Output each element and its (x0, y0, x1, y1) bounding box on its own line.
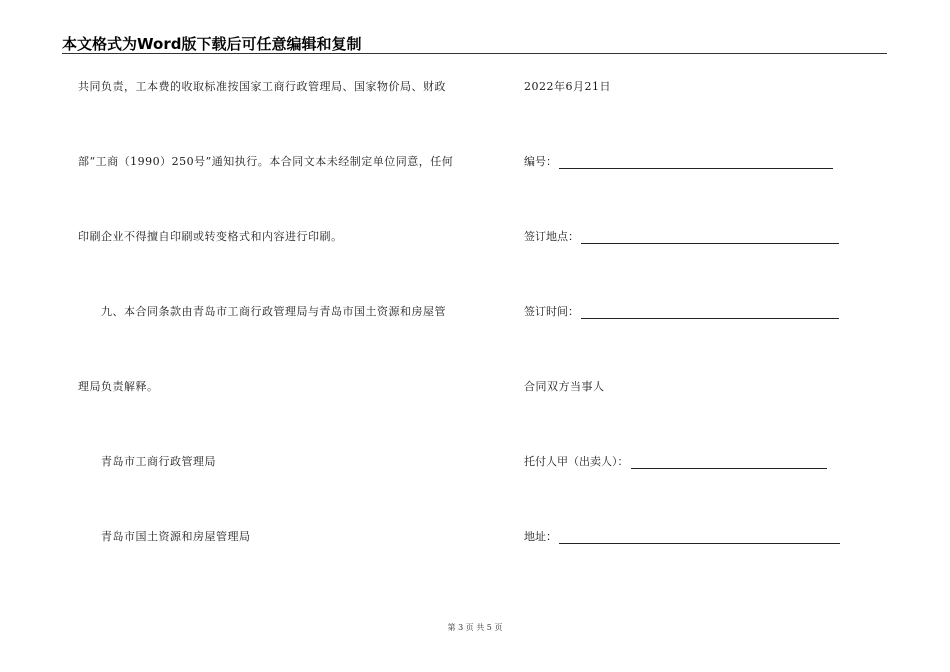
signing-time-label: 签订时间： (524, 305, 579, 318)
signing-time-blank[interactable] (581, 307, 839, 319)
signing-place-field (524, 230, 839, 244)
party-a-field (524, 455, 827, 469)
body-line-3: 印刷企业不得擅自印刷或转变格式和内容进行印刷。 (78, 230, 343, 243)
parties-heading: 合同双方当事人 (524, 380, 605, 393)
party-a-label: 托付人甲（出卖人）： (524, 455, 629, 468)
signing-time-field (524, 305, 839, 319)
signing-place-label: 签订地点： (524, 230, 579, 243)
clause-nine-line-1: 九、本合同条款由青岛市工商行政管理局与青岛市国土资源和房屋管 (101, 305, 446, 318)
document-header-title: 本文格式为Word版下载后可任意编辑和复制 (62, 35, 362, 53)
contract-number-blank[interactable] (559, 157, 833, 169)
issuer-name-2: 青岛市国土资源和房屋管理局 (101, 530, 251, 543)
address-label: 地址： (524, 530, 557, 543)
body-line-2: 部“工商（1990）250号”通知执行。本合同文本未经制定单位同意，任何 (78, 155, 454, 168)
contract-number-field (524, 155, 833, 169)
issuer-name-1: 青岛市工商行政管理局 (101, 455, 216, 468)
clause-nine-line-2: 理局负责解释。 (78, 380, 159, 393)
address-field (524, 530, 840, 544)
document-date: 2022年6月21日 (524, 80, 611, 93)
signing-place-blank[interactable] (581, 232, 839, 244)
party-a-blank[interactable] (631, 457, 827, 469)
address-blank[interactable] (559, 532, 840, 544)
header-divider (62, 53, 887, 54)
contract-number-label: 编号： (524, 155, 557, 168)
page-indicator: 第 3 页 共 5 页 (447, 623, 503, 632)
body-line-1: 共同负责，工本费的收取标准按国家工商行政管理局、国家物价局、财政 (78, 80, 446, 93)
